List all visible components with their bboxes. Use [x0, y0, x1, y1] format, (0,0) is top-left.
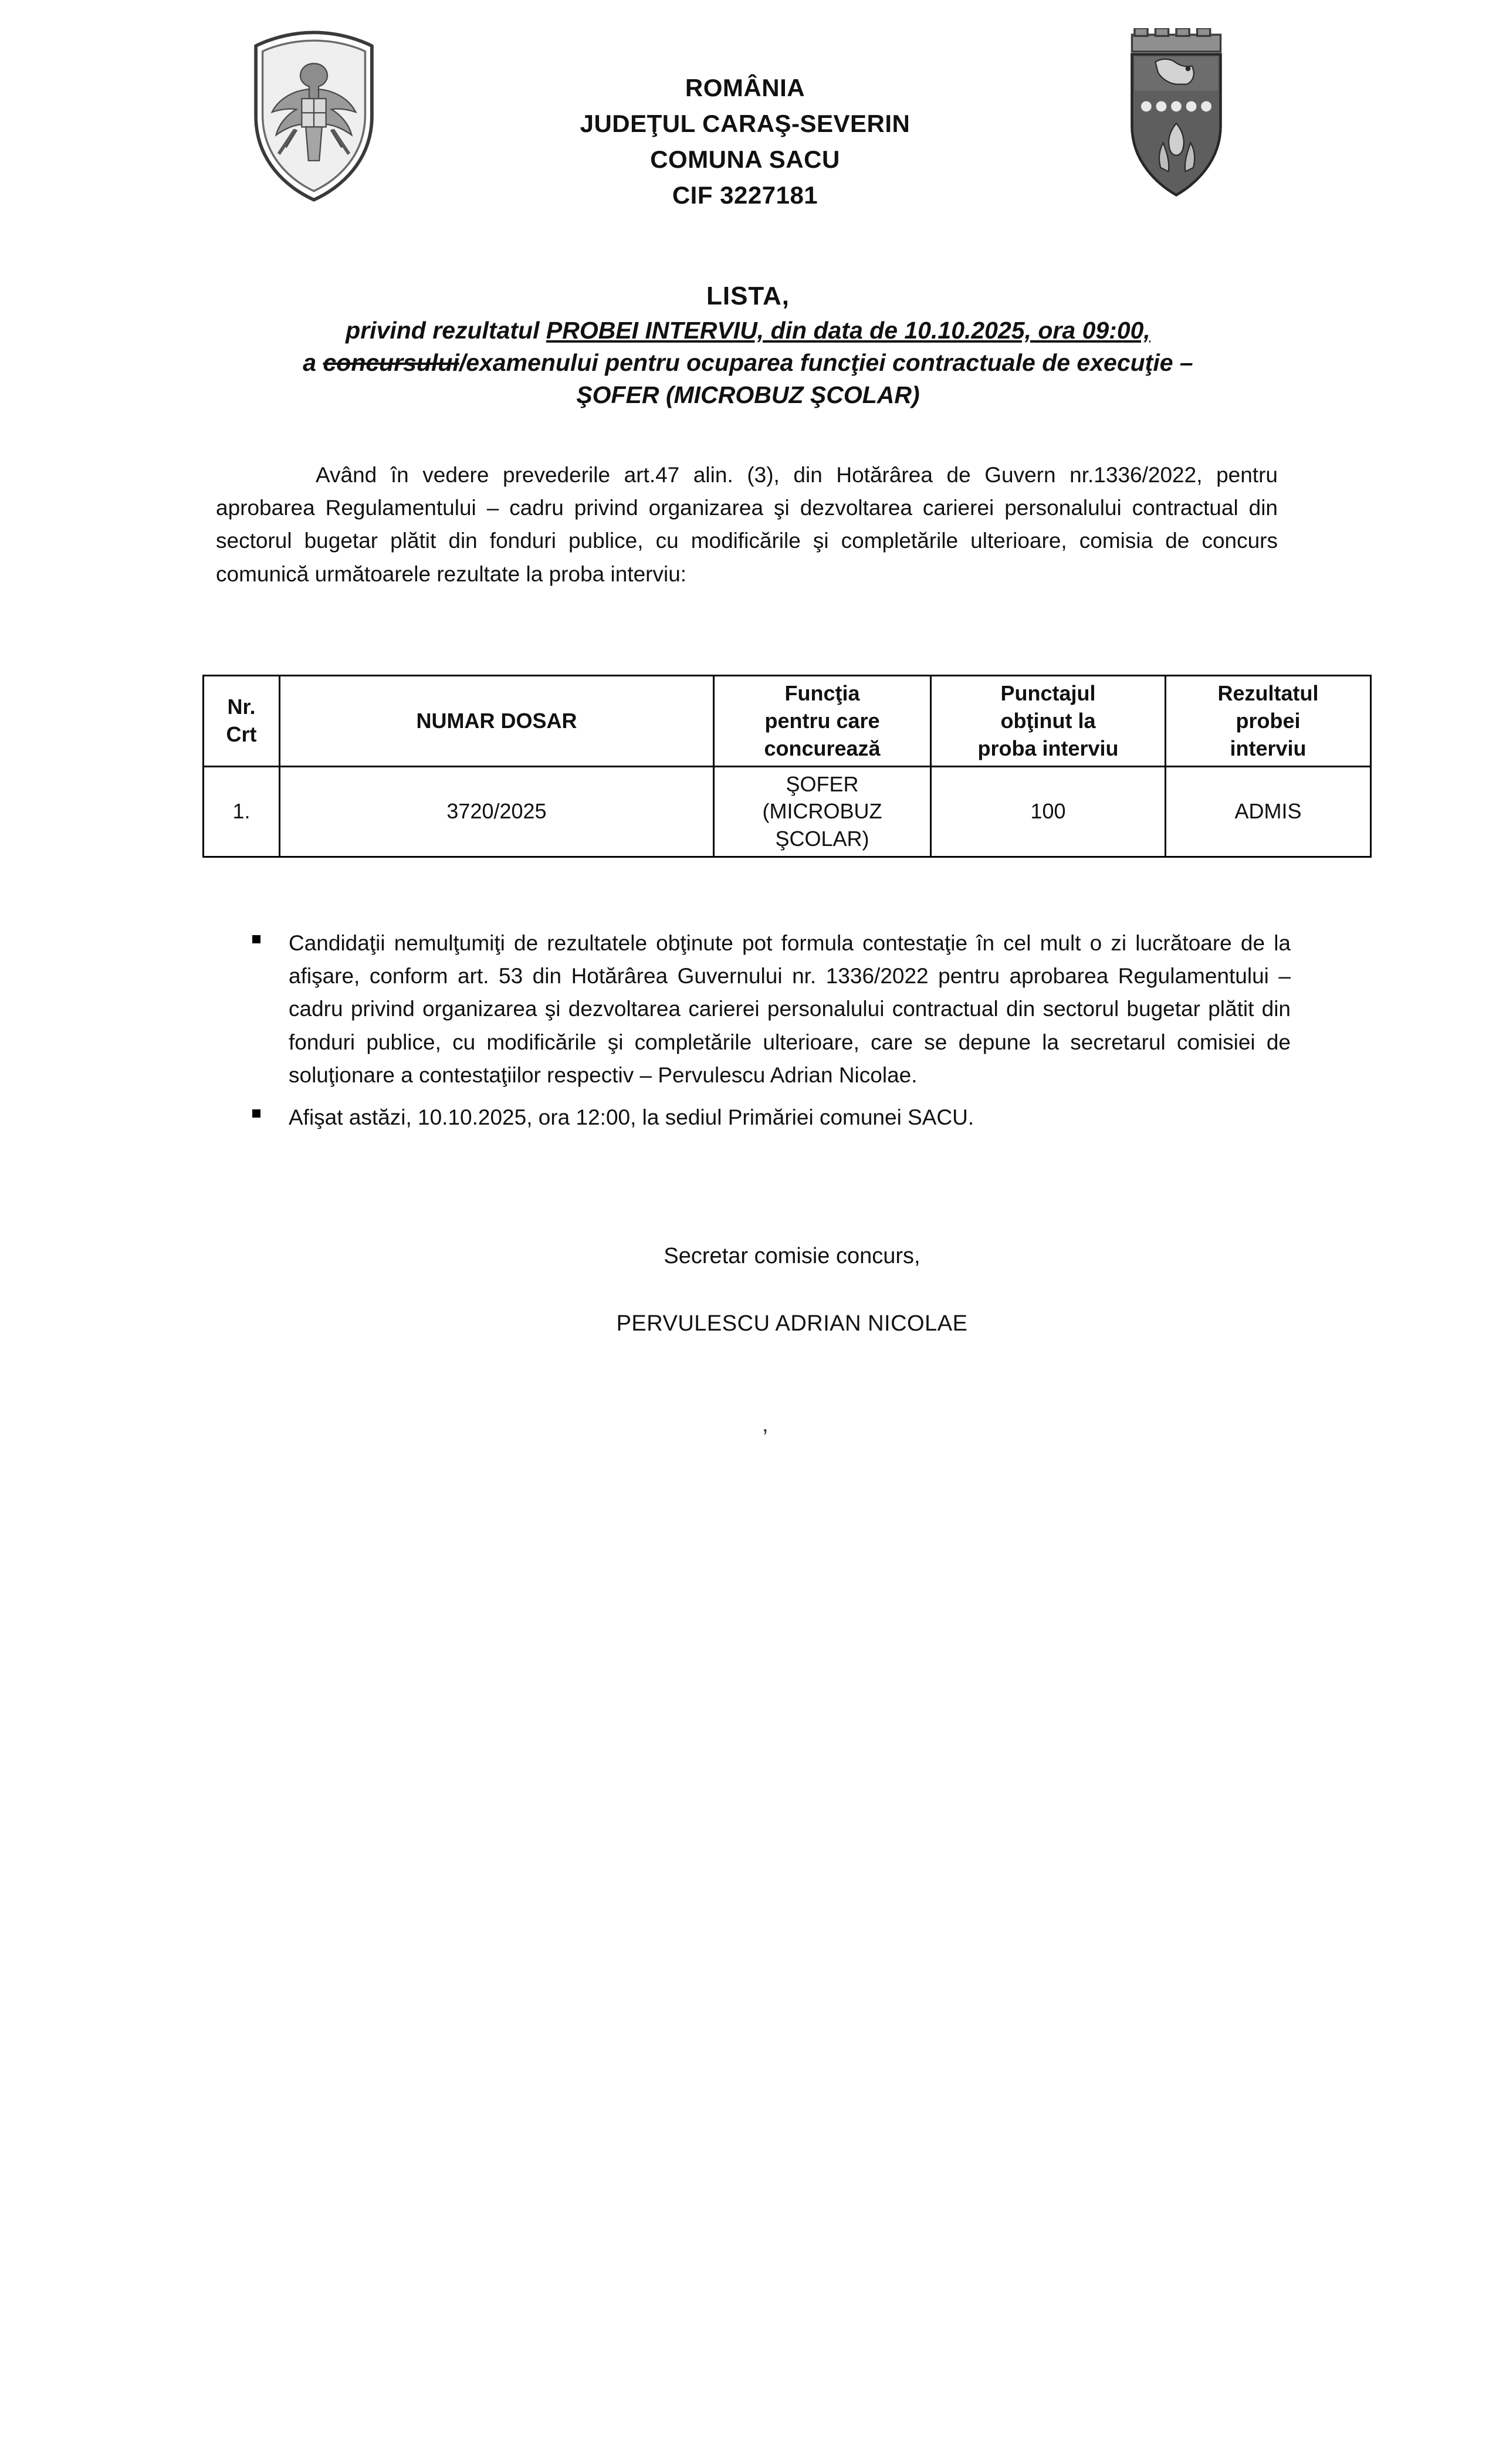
title-job-name: ŞOFER (MICROBUZ ŞCOLAR)	[576, 381, 920, 408]
header-punctaj-line1: Punctajul	[1000, 681, 1096, 705]
header-text-block	[417, 18, 1074, 214]
cell-functia-line3: ŞCOLAR)	[775, 826, 869, 851]
header-cell-functia	[714, 676, 931, 767]
header-functia-line3: concurează	[764, 736, 881, 760]
signature-block	[411, 1244, 1173, 1336]
list-item	[246, 927, 1291, 1092]
cell-nr: 1.	[204, 767, 280, 857]
signature-name: PERVULESCU ADRIAN NICOLAE	[616, 1311, 968, 1336]
title-position-line	[199, 349, 1297, 377]
handwritten-mark: ʼ	[763, 1426, 768, 1451]
header-functia-line2: pentru care	[764, 708, 880, 733]
title-position-rest: /examenului pentru ocuparea funcţiei contractuale de execuţie –	[459, 349, 1193, 376]
county-line: JUDEŢUL CARAŞ-SEVERIN	[580, 109, 911, 137]
table-row	[204, 767, 1371, 857]
list-item	[246, 1101, 1291, 1134]
cell-functia	[714, 767, 931, 857]
title-subject-line	[199, 317, 1297, 344]
cell-functia-line2: (MICROBUZ	[762, 799, 882, 824]
header-functia-line1: Funcţia	[784, 681, 860, 705]
cell-rezultat: ADMIS	[1166, 767, 1371, 857]
bullet-square-icon	[252, 935, 260, 943]
cell-punctaj: 100	[931, 767, 1166, 857]
commune-line: COMUNA SACU	[650, 145, 840, 173]
header-punctaj-line3: proba interviu	[977, 736, 1119, 760]
results-table-wrapper	[202, 675, 1370, 858]
header-rezultat-line3: interviu	[1230, 736, 1307, 760]
results-table	[202, 675, 1372, 858]
list-item-text: Candidaţii nemulţumiţi de rezultatele obţinute pot formula contestaţie în cel mult o zi lucrătoare de la afişare, conform art. 53 din Hotărârea Guvernului nr. 1336/2022 pentru aprobarea Regulamentului – cadru privind organizarea şi dezvoltarea carierei personalului contractual din sectorul bugetar plătit din fonduri publice, cu modificările şi completările ulterioare, care se depune la secretarul comisiei de soluţionare a contestaţiilor respectiv – Pervulescu Adrian Nicolae.	[289, 931, 1291, 1087]
title-subject-underlined: PROBEI INTERVIU, din data de 10.10.2025, ora 09:00,	[546, 317, 1150, 344]
list-item-text: Afişat astăzi, 10.10.2025, ora 12:00, la sediul Primăriei comunei SACU.	[289, 1105, 974, 1130]
cell-functia-line1: ŞOFER	[786, 772, 859, 797]
header-cell-punctaj	[931, 676, 1166, 767]
intro-paragraph: Având în vedere prevederile art.47 alin. (3), din Hotărârea de Guvern nr.1336/2022, pentru aprobarea Regulamentului – cadru privind organizarea şi dezvoltarea carierei personalului contractual din sectorul bugetar plătit din fonduri publice, cu modificările şi completările ulterioare, comisia de concurs comunică următoarele rezultate la proba interviu:	[216, 463, 1278, 586]
page-title: LISTA,	[706, 282, 790, 310]
country-line: ROMÂNIA	[685, 74, 805, 101]
header-rezultat-line2: probei	[1236, 708, 1301, 733]
cell-dosar: 3720/2025	[280, 767, 714, 857]
header-rezultat-line1: Rezultatul	[1217, 681, 1319, 705]
document-header	[211, 18, 1279, 246]
notes-list	[246, 927, 1291, 1143]
left-crest-box	[211, 18, 417, 246]
header-cell-dosar: NUMAR DOSAR	[280, 676, 714, 767]
title-block	[199, 282, 1297, 409]
header-cell-rezultat	[1166, 676, 1371, 767]
header-cell-nr	[204, 676, 280, 767]
table-header-row	[204, 676, 1371, 767]
title-subject-prefix: privind rezultatul	[346, 317, 546, 344]
title-struck-word: concursului	[323, 349, 459, 376]
comuna-sacu-coat-of-arms-icon	[1118, 28, 1235, 204]
bullet-square-icon	[252, 1109, 260, 1118]
title-position-prefix: a	[303, 349, 323, 376]
signature-role: Secretar comisie concurs,	[664, 1244, 920, 1268]
header-nr-line2: Crt	[226, 722, 257, 747]
romania-coat-of-arms-icon	[246, 28, 381, 204]
cif-line: CIF 3227181	[672, 181, 818, 209]
header-punctaj-line2: obţinut la	[1000, 708, 1096, 733]
header-nr-line1: Nr.	[227, 695, 256, 719]
right-crest-box	[1074, 18, 1279, 246]
